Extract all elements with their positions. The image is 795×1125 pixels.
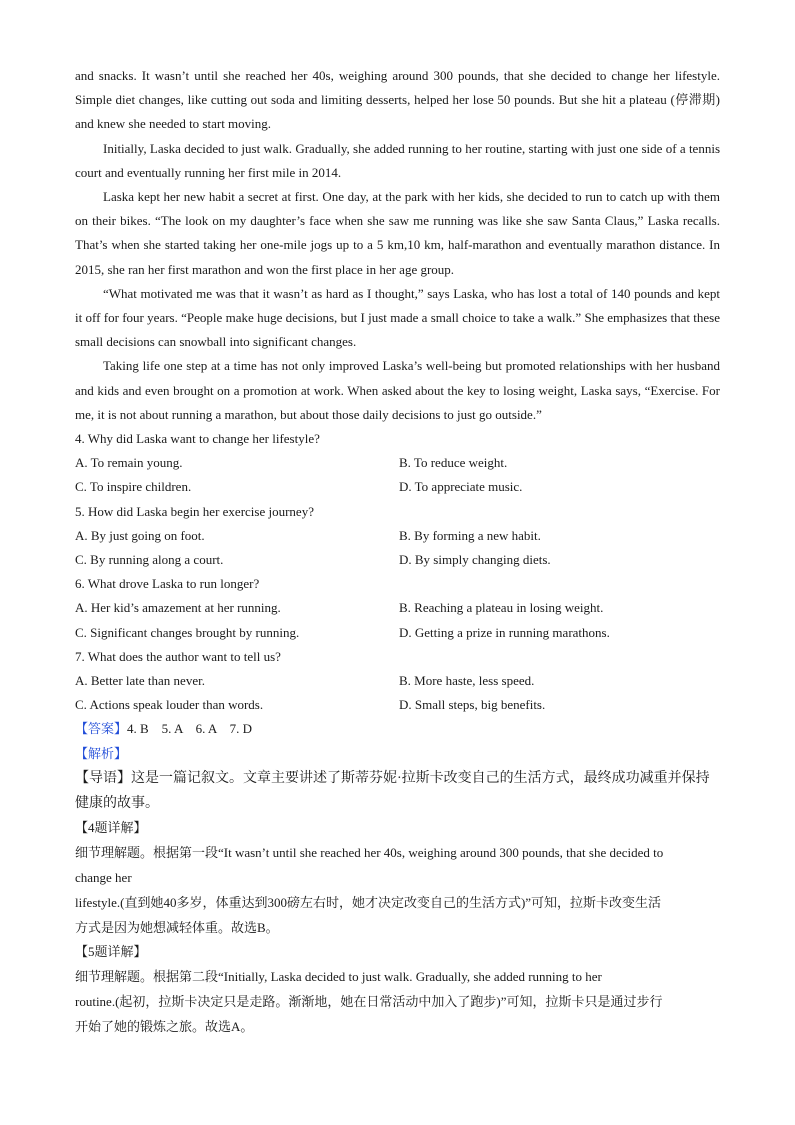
question-stem: 6. What drove Laska to run longer?: [75, 576, 260, 592]
option-b: B. By forming a new habit.: [399, 527, 541, 543]
passage-paragraph-1: and snacks. It wasn’t until she reached her 40s, weighing around 300 pounds, that she decided to change her lifestyle. Simple diet changes, like cutting out soda and limiting desserts, helped her lose 50 pounds. But she hit a plateau (停滞期) and knew she needed to start moving.: [75, 68, 720, 132]
q5-detail-line: 开始了她的锻炼之旅。故选A。: [75, 1018, 254, 1034]
option-b: B. More haste, less speed.: [399, 673, 535, 689]
option-a: A. Better late than never.: [75, 673, 205, 689]
option-d: D. To appreciate music.: [399, 479, 523, 495]
option-d: D. Getting a prize in running marathons.: [399, 624, 610, 640]
option-a: A. Her kid’s amazement at her running.: [75, 600, 281, 616]
passage-paragraph-2: Initially, Laska decided to just walk. Gradually, she added running to her routine, starting with just one side of a tennis court and eventually running her first mile in 2014.: [75, 140, 720, 180]
passage-paragraph-4: “What motivated me was that it wasn’t as hard as I thought,” says Laska, who has lost a total of 140 pounds and kept it off for four years. “People make huge decisions, but I just made a small choice to take a walk.” She emphasizes that these small decisions can snowball into significant changes.: [75, 285, 720, 350]
analysis-tag: 【解析】: [75, 745, 128, 761]
q5-detail-line: 细节理解题。根据第二段“Initially, Laska decided to just walk. Gradually, she added running to her: [75, 968, 602, 984]
option-c: C. Significant changes brought by running.: [75, 624, 300, 640]
guide-text: 这是一篇记叙文。文章主要讲述了斯蒂芬妮·拉斯卡改变自己的生活方式，最终成功减重并保持健康的故事。: [75, 770, 710, 811]
answer-text: 4. B 5. A 6. A 7. D: [127, 721, 252, 737]
question-7: [75, 645, 720, 718]
q4-detail-line: lifestyle.(直到她40多岁，体重达到300磅左右时，她才决定改变自己的生活方式)”可知，拉斯卡改变生活: [75, 894, 662, 910]
option-d: D. By simply changing diets.: [399, 552, 551, 568]
option-b: B. To reduce weight.: [399, 455, 508, 471]
q4-detail-line: 细节理解题。根据第一段“It wasn’t until she reached her 40s, weighing around 300 pounds, that she decided to: [75, 844, 664, 860]
question-4: [75, 427, 720, 500]
passage-paragraph-5: Taking life one step at a time has not only improved Laska’s well-being but promoted relationships with her husband and kids and even brought on a promotion at work. When asked about the key to losing weight, Laska says, “Exercise. For me, it is not about running a marathon, but about those daily decisions to just go outside.”: [75, 358, 720, 422]
analysis-heading: [75, 742, 720, 766]
q4-detail-line: change her: [75, 869, 132, 885]
q4-detail-line: 方式是因为她想减轻体重。故选B。: [75, 919, 279, 935]
answer-tag: 【答案】: [75, 721, 128, 737]
question-5: [75, 500, 720, 573]
option-b: B. Reaching a plateau in losing weight.: [399, 600, 604, 616]
passage-paragraph-3: Laska kept her new habit a secret at first. One day, at the park with her kids, she decided to run to catch up with them on their bikes. “The look on my daughter’s face when she saw me running was like she saw Santa Claus,” Laska recalls. That’s when she started taking her one-mile jogs up to a 5 km,10 km, half-marathon and eventually marathon distance. In 2015, she ran her first marathon and won the first place in her age group.: [75, 189, 720, 277]
option-c: C. By running along a court.: [75, 552, 224, 568]
q5-detail-line: routine.(起初，拉斯卡决定只是走路。渐渐地，她在日常活动中加入了跑步)”可知，拉斯卡只是通过步行: [75, 993, 663, 1009]
option-c: C. Actions speak louder than words.: [75, 697, 264, 713]
q5-detail-heading: 【5题详解】: [75, 943, 147, 959]
option-c: C. To inspire children.: [75, 479, 192, 495]
document-content: [75, 64, 720, 1039]
q4-detail-heading: 【4题详解】: [75, 819, 147, 835]
option-a: A. By just going on foot.: [75, 527, 205, 543]
option-a: A. To remain young.: [75, 455, 183, 471]
question-stem: 5. How did Laska begin her exercise journey?: [75, 503, 314, 519]
guide-section: [75, 766, 720, 816]
answer-line: [75, 717, 720, 741]
reading-passage: [75, 64, 720, 427]
question-6: [75, 572, 720, 645]
option-d: D. Small steps, big benefits.: [399, 697, 546, 713]
question-stem: 7. What does the author want to tell us?: [75, 648, 281, 664]
question-stem: 4. Why did Laska want to change her lifestyle?: [75, 431, 320, 447]
guide-tag: 【导语】: [75, 770, 131, 786]
